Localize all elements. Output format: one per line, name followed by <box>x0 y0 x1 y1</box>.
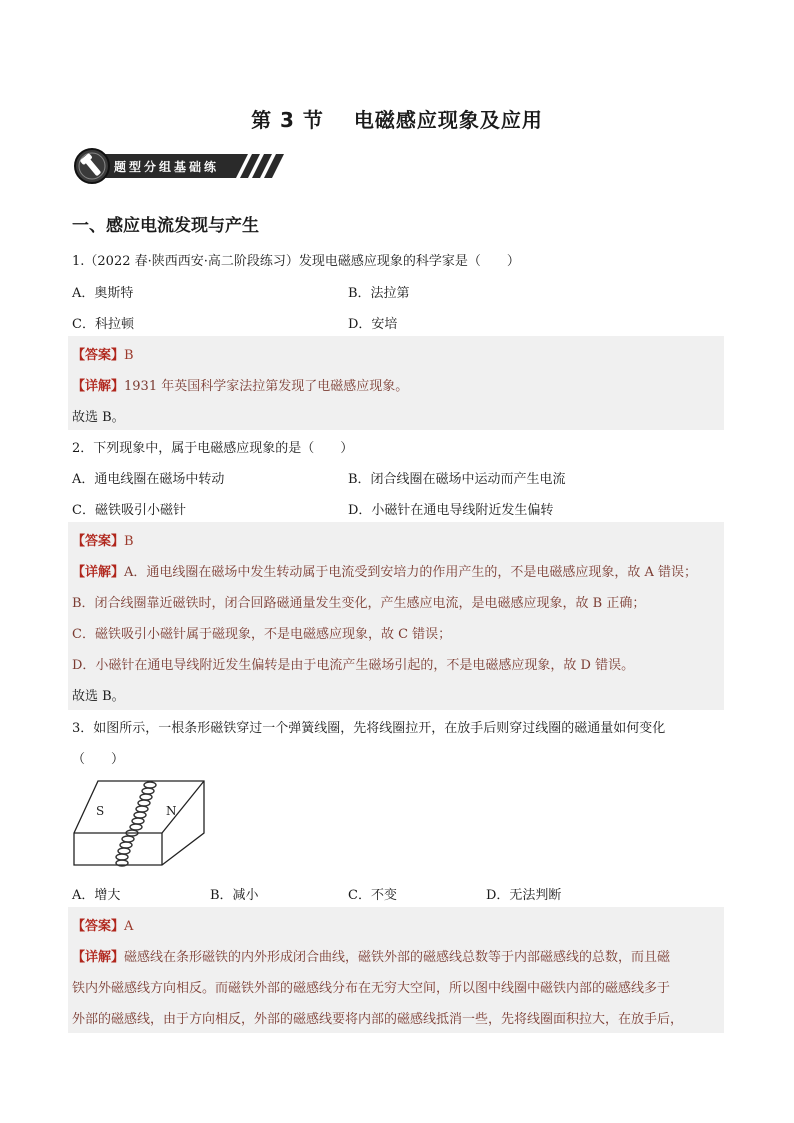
q3-stem-cont: （ ） <box>72 752 125 767</box>
q3-option-a: A．增大 <box>72 888 121 903</box>
q3-detail-1 <box>72 946 670 965</box>
q2-answer-value: B <box>124 534 134 549</box>
q2-detail-tag: 【详解】 <box>72 565 125 580</box>
banner-label: 题型分组基础练 <box>114 160 220 174</box>
q2-detail-b: B．闭合线圈靠近磁铁时，闭合回路磁通量发生变化，产生感应电流，是电磁感应现象，故 B 正确； <box>72 596 646 611</box>
q2-detail-a-text: A．通电线圈在磁场中发生转动属于电流受到安培力的作用产生的，不是电磁感应现象，故 A 错误； <box>124 565 698 580</box>
q3-stem: 3．如图所示，一根条形磁铁穿过一个弹簧线圈，先将线圈拉开，在放手后则穿过线圈的磁通量如何变化 <box>72 721 666 736</box>
q1-stem: 1.（2022 春·陕西西安·高二阶段练习）发现电磁感应现象的科学家是（ ） <box>72 254 520 269</box>
magnet-n-label: N <box>166 804 177 818</box>
q2-stem: 2．下列现象中，属于电磁感应现象的是（ ） <box>72 441 354 456</box>
section-heading: 一、感应电流发现与产生 <box>72 216 259 236</box>
q1-answer-value: B <box>124 348 134 363</box>
q3-detail-2: 铁内外磁感线方向相反。而磁铁外部的磁感线分布在无穷大空间，所以图中线圈中磁铁内部的磁感线多于 <box>72 981 671 996</box>
q1-option-d: D．安培 <box>348 317 398 332</box>
q2-option-d: D．小磁针在通电导线附近发生偏转 <box>348 503 554 518</box>
magnet-s-label: S <box>96 804 105 818</box>
section-banner <box>72 146 286 186</box>
q3-answer <box>72 915 133 934</box>
q2-detail-c: C．磁铁吸引小磁针属于磁现象，不是电磁感应现象，故 C 错误； <box>72 627 452 642</box>
q2-answer-tag: 【答案】 <box>72 534 125 549</box>
q2-option-c: C．磁铁吸引小磁针 <box>72 503 186 518</box>
q2-answer-block <box>68 522 724 710</box>
q3-detail-1-text: 磁感线在条形磁铁的内外形成闭合曲线，磁铁外部的磁感线总数等于内部磁感线的总数，而且磁 <box>124 950 671 965</box>
q3-option-c: C．不变 <box>348 888 397 903</box>
q1-answer-tag: 【答案】 <box>72 348 125 363</box>
page-title <box>0 104 794 133</box>
q1-option-a: A．奥斯特 <box>72 286 134 301</box>
q1-option-c: C．科拉顿 <box>72 317 134 332</box>
q1-detail <box>72 375 408 394</box>
title-section: 第 3 节 <box>251 108 324 132</box>
q2-answer <box>72 530 134 549</box>
q2-detail-a <box>72 561 697 580</box>
q3-detail-3: 外部的磁感线，由于方向相反，外部的磁感线要将内部的磁感线抵消一些，先将线圈面积拉大，在放手后， <box>72 1012 684 1027</box>
q2-option-b: B．闭合线圈在磁场中运动而产生电流 <box>348 472 566 487</box>
title-name: 电磁感应现象及应用 <box>353 108 543 132</box>
magnet-coil-figure <box>72 773 206 873</box>
q1-conclusion: 故选 B。 <box>72 410 125 425</box>
q2-detail-d: D．小磁针在通电导线附近发生偏转是由于电流产生磁场引起的，不是电磁感应现象，故 D 错误。 <box>72 658 635 673</box>
q1-answer <box>72 344 134 363</box>
q3-answer-value: A <box>124 919 134 934</box>
q3-detail-tag: 【详解】 <box>72 950 125 965</box>
q1-option-b: B．法拉第 <box>348 286 410 301</box>
q2-option-a: A．通电线圈在磁场中转动 <box>72 472 225 487</box>
q1-detail-tag: 【详解】 <box>72 379 125 394</box>
q3-option-b: B．减小 <box>210 888 259 903</box>
q3-option-d: D．无法判断 <box>486 888 562 903</box>
q3-answer-tag: 【答案】 <box>72 919 125 934</box>
q1-detail-text: 1931 年英国科学家法拉第发现了电磁感应现象。 <box>124 379 409 394</box>
q2-conclusion: 故选 B。 <box>72 689 125 704</box>
